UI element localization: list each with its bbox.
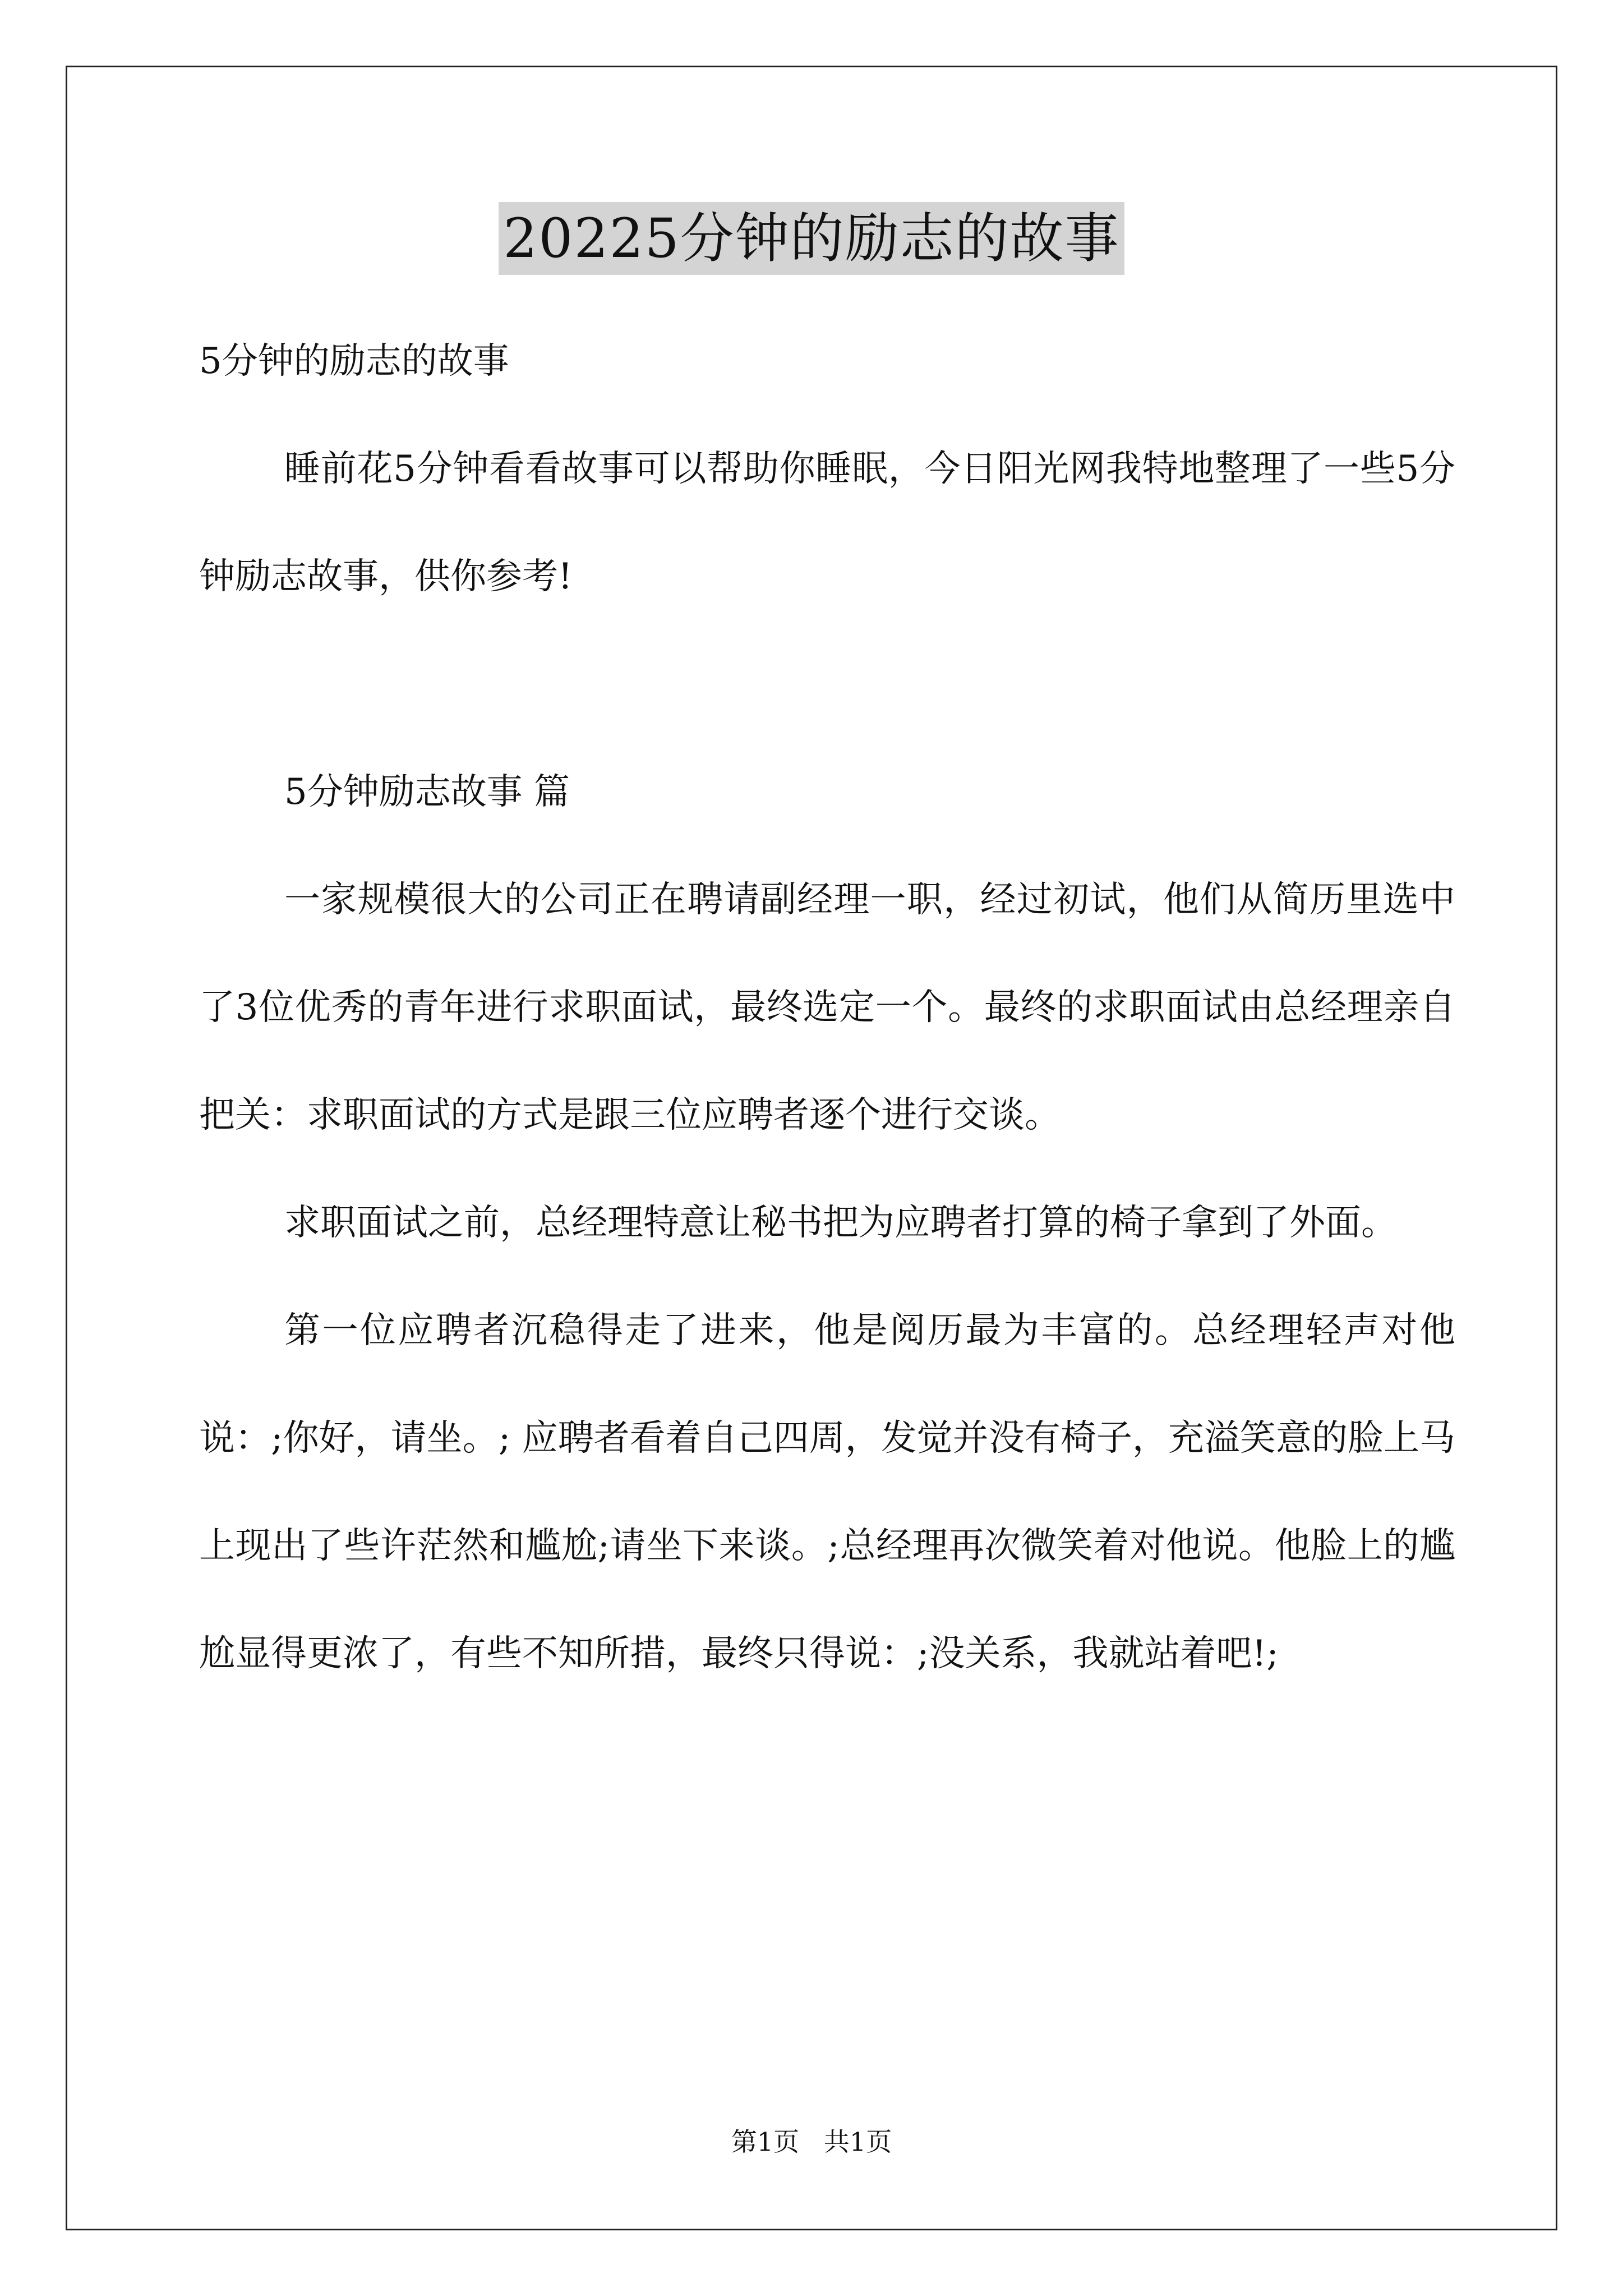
document-title: 20225分钟的励志的故事 [499, 202, 1124, 275]
title-container [0, 202, 1623, 275]
document-subtitle: 5分钟的励志的故事 [199, 341, 509, 382]
intro-paragraph: 睡前花5分钟看看故事可以帮助你睡眠，今日阳光网我特地整理了一些5分钟励志故事，供你参考! [199, 448, 1455, 597]
body-paragraph: 第一位应聘者沉稳得走了进来，他是阅历最为丰富的。总经理轻声对他说：;你好，请坐。; 应聘者看着自己四周，发觉并没有椅子，充溢笑意的脸上马上现出了些许茫然和尴尬;请坐下来谈。;总经理再次微笑着对他说。他脸上的尴尬显得更浓了，有些不知所措，最终只得说：;没关系，我就站着吧!; [199, 1310, 1455, 1674]
body-paragraph: 一家规模很大的公司正在聘请副经理一职，经过初试，他们从简历里选中了3位优秀的青年进行求职面试，最终选定一个。最终的求职面试由总经理亲自把关：求职面试的方式是跟三位应聘者逐个进行交谈。 [199, 879, 1455, 1136]
body-paragraph: 求职面试之前，总经理特意让秘书把为应聘者打算的椅子拿到了外面。 [284, 1202, 1397, 1244]
blank-line [199, 631, 1455, 738]
section-heading: 5分钟励志故事 篇 [284, 771, 570, 813]
page-footer: 第1页 共1页 [731, 2127, 892, 2157]
document-body [199, 307, 1455, 1708]
